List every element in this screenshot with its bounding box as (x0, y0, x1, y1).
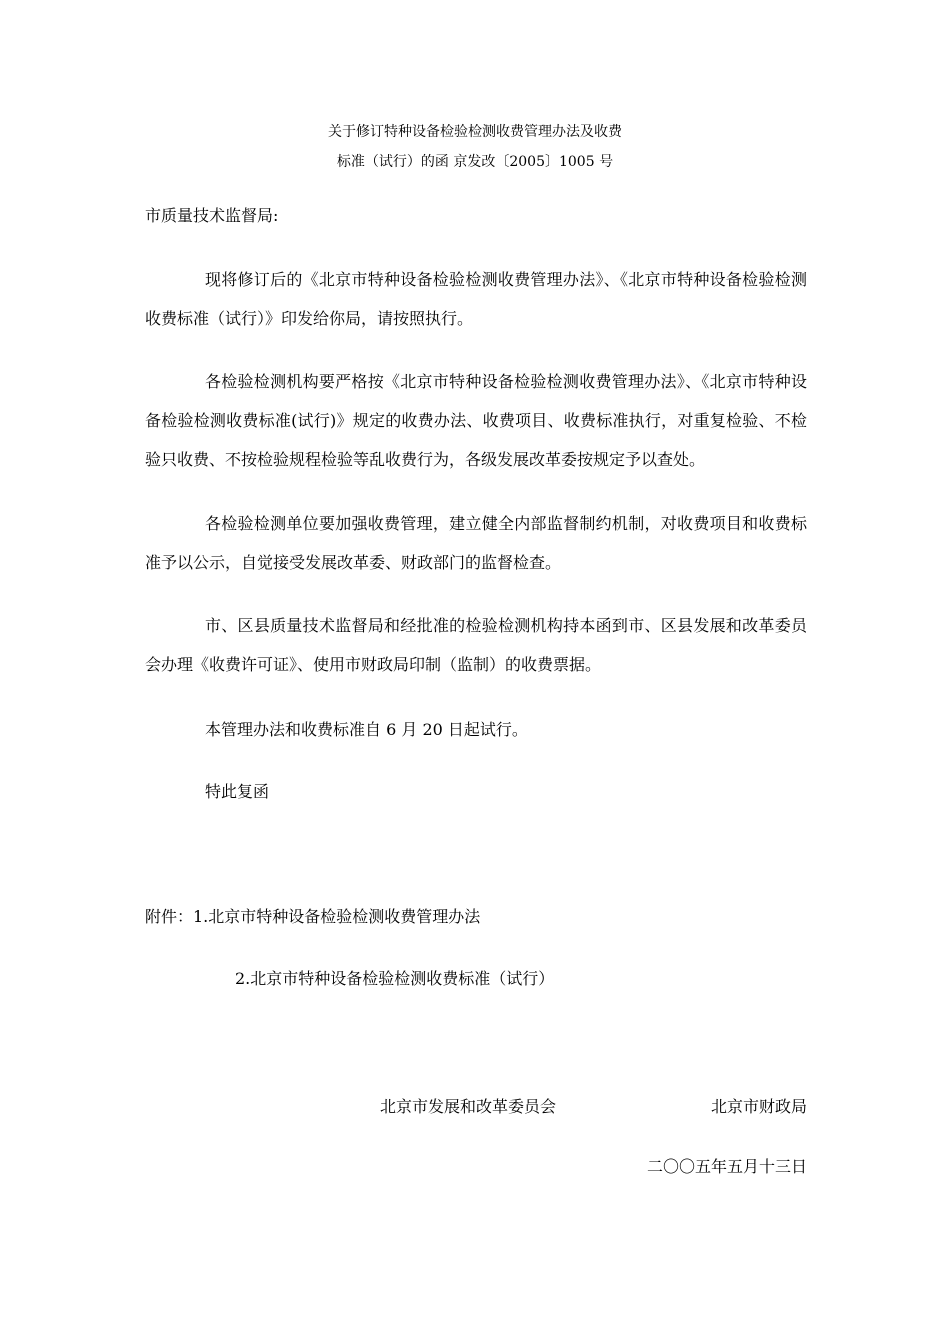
document-title-line-2: 标准（试行）的函 京发改〔2005〕1005 号 (336, 154, 614, 170)
body-paragraph-4: 市、区县质量技术监督局和经批准的检验检测机构持本函到市、区县发展和改革委员会办理《收费许可证》、使用市财政局印制（监制）的收费票据。 (145, 616, 807, 674)
document-title-line-1: 关于修订特种设备检验检测收费管理办法及收费 (328, 124, 622, 140)
issuer-finance-bureau: 北京市财政局 (710, 1097, 807, 1116)
body-paragraph-5: 本管理办法和收费标准自 6 月 20 日起试行。 (205, 720, 528, 739)
issue-date: 二〇〇五年五月十三日 (646, 1157, 807, 1176)
issuer-development-reform-commission: 北京市发展和改革委员会 (380, 1097, 557, 1116)
closing-line: 特此复函 (205, 782, 270, 801)
body-paragraph-3: 各检验检测单位要加强收费管理，建立健全内部监督制约机制，对收费项目和收费标准予以公示，自觉接受发展改革委、财政部门的监督检查。 (145, 514, 807, 572)
attachment-item-1: 附件：1.北京市特种设备检验检测收费管理办法 (145, 907, 481, 926)
salutation: 市质量技术监督局: (145, 206, 279, 225)
body-paragraph-1: 现将修订后的《北京市特种设备检验检测收费管理办法》、《北京市特种设备检验检测收费标准（试行）》印发给你局，请按照执行。 (145, 270, 807, 328)
attachment-item-2: 2.北京市特种设备检验检测收费标准（试行） (235, 969, 555, 988)
body-paragraph-2: 各检验检测机构要严格按《北京市特种设备检验检测收费管理办法》、《北京市特种设备检验检测收费标准(试行)》规定的收费办法、收费项目、收费标准执行，对重复检验、不检验只收费、不按检验规程检验等乱收费行为，各级发展改革委按规定予以查处。 (145, 372, 807, 469)
